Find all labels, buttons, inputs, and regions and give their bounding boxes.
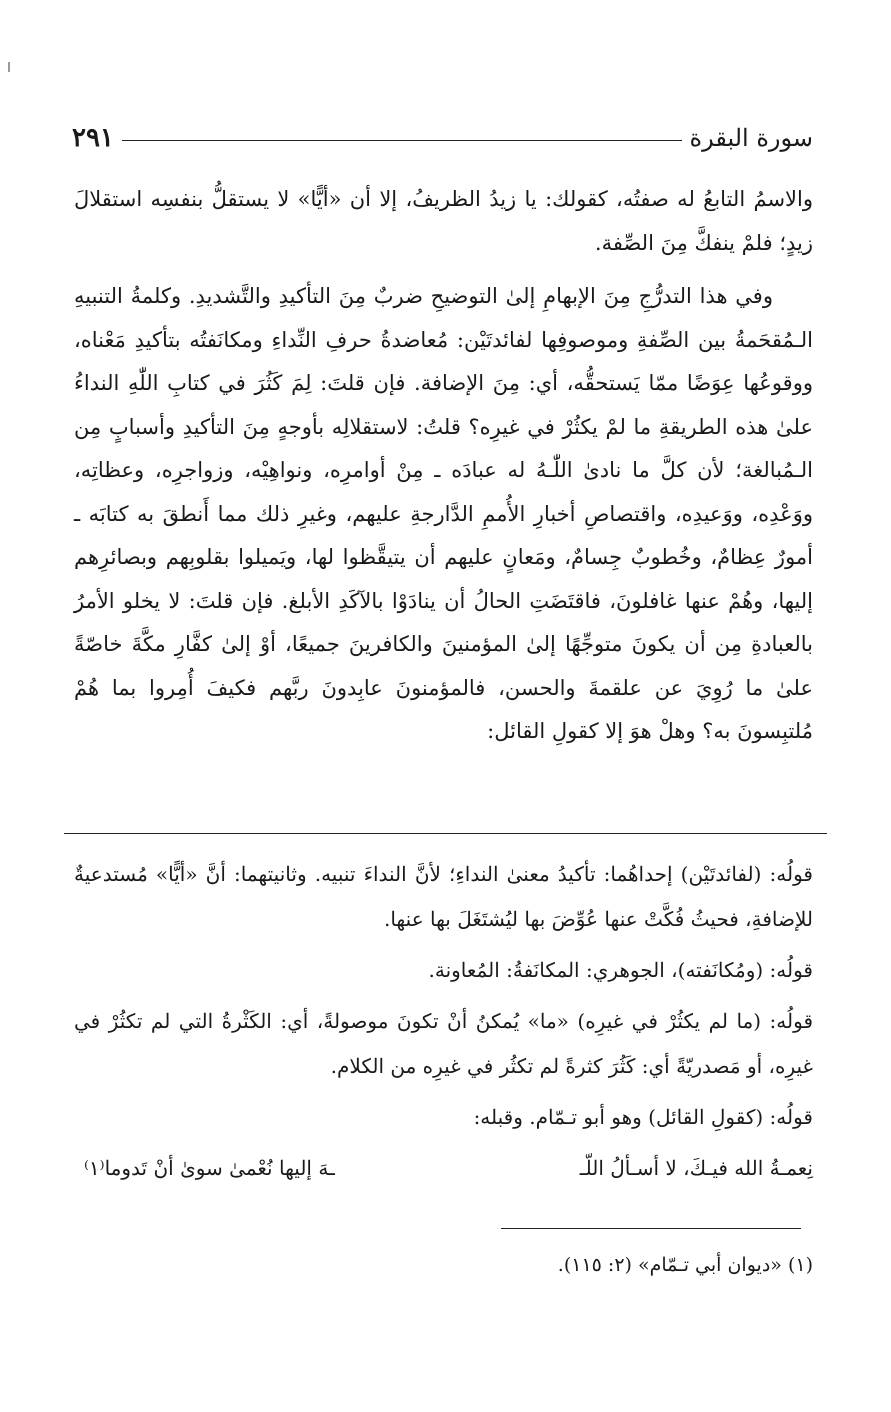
commentary-section	[74, 852, 813, 1191]
footnote: (١) «ديوان أبي تـمّام» (٢: ١١٥).	[557, 1254, 813, 1276]
scan-artifact	[8, 62, 10, 72]
page-number: ٢٩١	[72, 123, 114, 153]
header-rule	[122, 140, 682, 141]
main-paragraph-2: وفي هذا التدرُّجِ مِنَ الإبهامِ إلىٰ التوضيحِ ضربٌ مِنَ التأكيدِ والتَّشديدِ. وكلمةُ التنبيهِ الـمُقحَمةُ بين الصِّفةِ وموصوفِها لفائدتَيْن: مُعاضدةُ حرفِ النِّداءِ ومكانَفتُه بتأكيدِ مَعْناه، ووقوعُها عِوَضًا ممّا يَستحقُّه، أي: مِنَ الإضافة. فإن قلتَ: لِمَ كَثُرَ في كتابِ اللّٰهِ النداءُ علىٰ هذه الطريقةِ ما لمْ يكثُرْ في غيرِه؟ قلتُ: لاستقلالِه بأوجهٍ مِنَ التأكيدِ وأسبابٍ مِن الـمُبالغة؛ لأن كلَّ ما نادىٰ اللّٰـهُ له عبادَه ـ مِنْ أوامرِه، ونواهِيْه، وزواجرِه، وعظاتِه، ووَعْدِه، ووَعيدِه، واقتصاصِ أخبارِ الأُممِ الدَّارجةِ عليهم، وغيرِ ذلك مما أَنطقَ به كتابَه ـ أمورٌ عِظامٌ، وخُطوبٌ جِسامٌ، ومَعانٍ عليهم أن يتيقَّظوا لها، ويَميلوا بقلوبِهم وبصائرِهم إليها، وهُمْ عنها غافلونَ، فاقتَضَتِ الحالُ أن ينادَوْا بالآكَدِ الأبلغ. فإن قلتَ: لا يخلو الأمرُ بالعبادةِ مِن أن يكونَ متوجِّهًا إلىٰ المؤمنينَ والكافرينَ جميعًا، أوْ إلىٰ كفَّارِ مكَّةَ خاصّةً علىٰ ما رُوِيَ عن علقمةَ والحسن، فالمؤمنونَ عابِدونَ ربَّهم فكيفَ أُمِروا بما هُمْ مُلتبِسونَ به؟ وهلْ هوَ إلا كقولِ القائل:	[74, 284, 813, 743]
poem-second-hemistich: ـهَ إليها نُعْمىٰ سوىٰ أنْ تَدوما⁽١⁾	[84, 1156, 335, 1180]
commentary-note-3: قولُه: (ما لم يكثُرْ في غيرِه) «ما» يُمكنُ أنْ تكونَ موصولةً، أي: الكَثْرةُ التي لم تكثُرْ في غيرِه، أو مَصدريّةً أي: كَثُرَ كثرةً لم تكثُر في غيرِه من الكلام.	[74, 1009, 813, 1078]
commentary-note-2: قولُه: (ومُكانَفته)، الجوهري: المكانَفةُ: المُعاونة.	[428, 958, 813, 982]
main-paragraph-1: والاسمُ التابعُ له صفتُه، كقولك: يا زيدُ الظريفُ، إلا أن «أيًّا» لا يستقلُّ بنفسِه استقلالَ زيدٍ؛ فلمْ ينفكَّ مِنَ الصِّفة.	[74, 187, 813, 255]
footnote-rule	[501, 1228, 801, 1229]
commentary-note-1: قولُه: (لفائدتَيْن) إحداهُما: تأكيدُ معنىٰ النداءِ؛ لأنَّ النداءَ تنبيه. وثانيتهما: أنَّ «أيًّا» مُستدعيةٌ للإضافةِ، فحيثُ فُكَّتْ عنها عُوِّضَ بها ليُشتَغَلَ بها عنها.	[74, 862, 813, 931]
page-header	[72, 118, 813, 158]
main-text	[74, 178, 813, 764]
poem-verse	[74, 1146, 813, 1191]
poem-first-hemistich: نِعمـةُ الله فيـكَ، لا أسـألُ اللّـ	[579, 1156, 813, 1180]
surah-title: سورة البقرة	[689, 124, 813, 152]
commentary-note-4: قولُه: (كقولِ القائل) وهو أبو تـمّام. وقبله:	[473, 1105, 813, 1129]
commentary-separator	[64, 833, 827, 834]
